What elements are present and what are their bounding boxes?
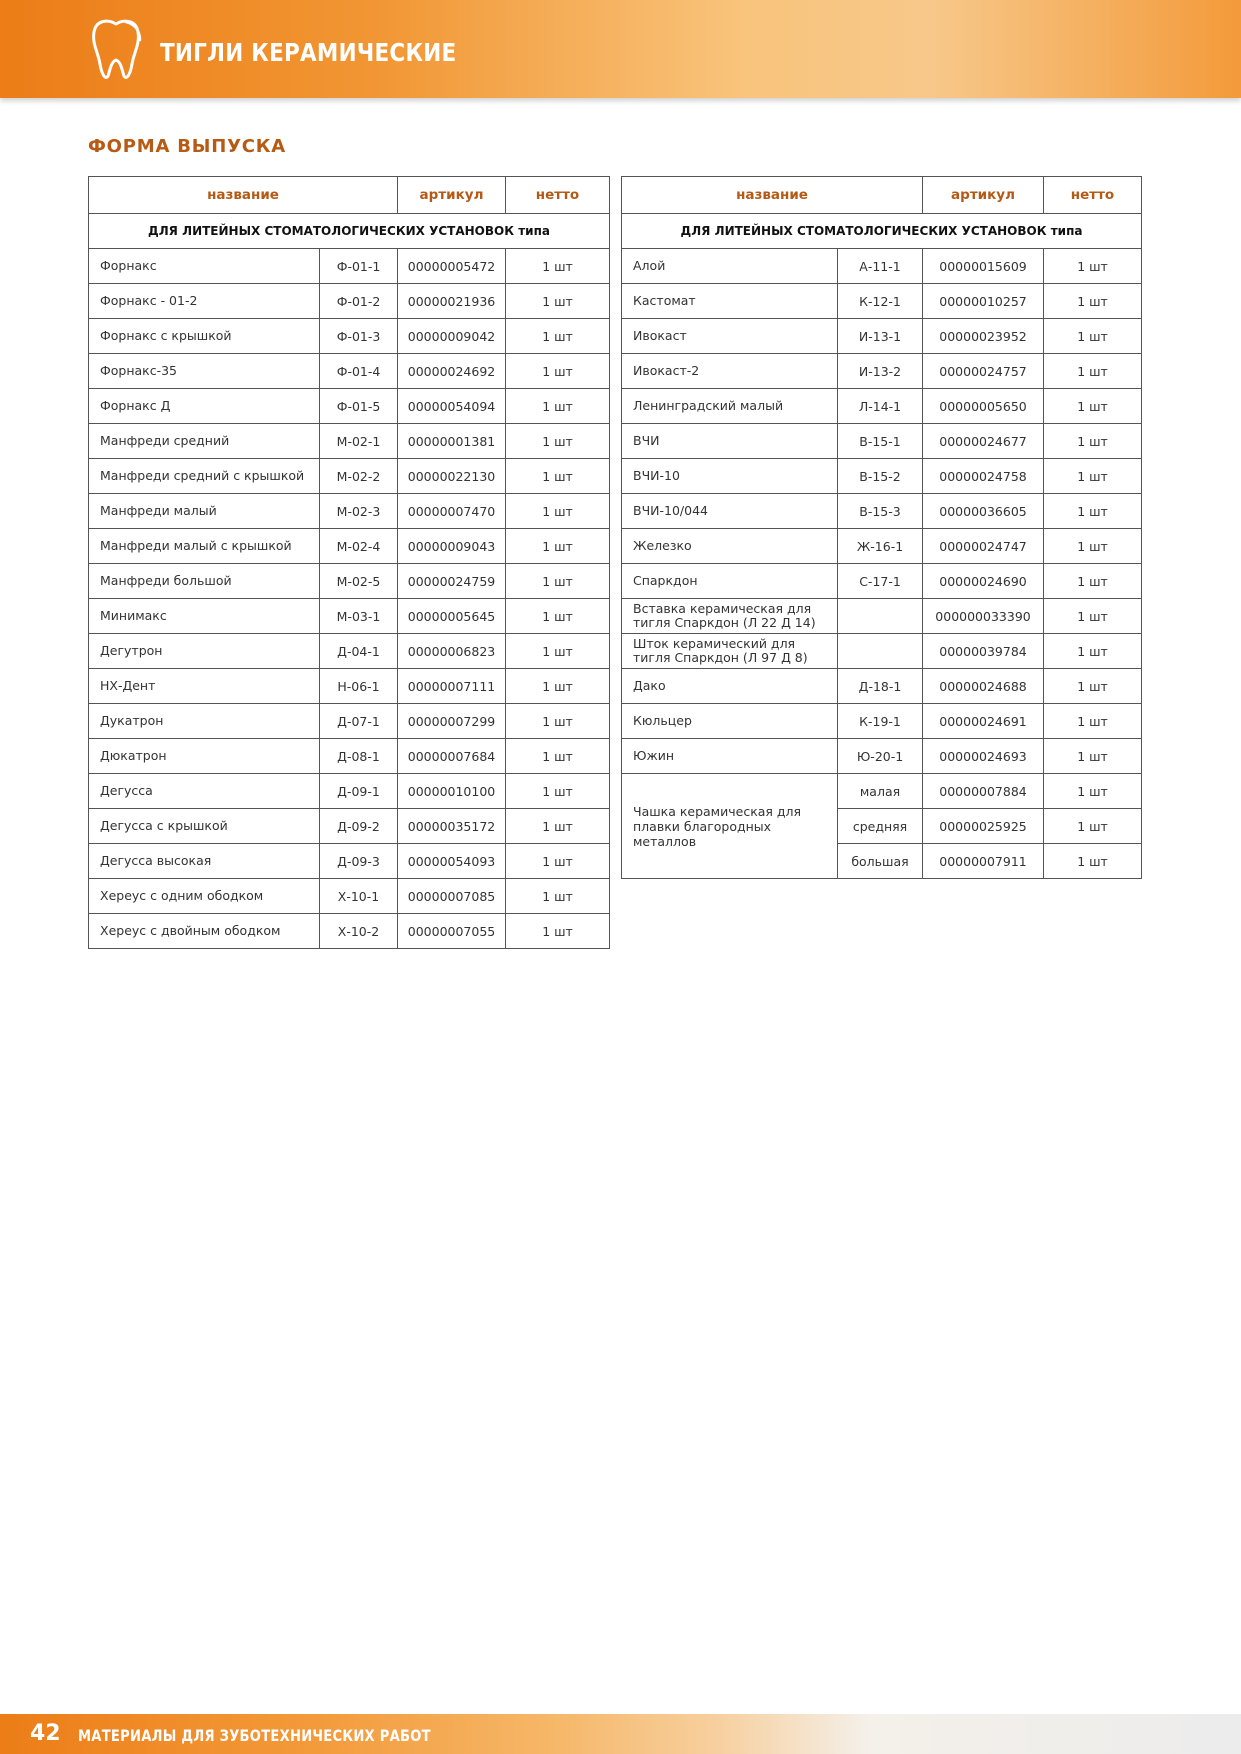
product-article: 00000024759 (398, 564, 506, 599)
table-row (89, 809, 610, 844)
product-name: Манфреди малый (89, 494, 320, 529)
table-header-row (89, 177, 610, 214)
product-article: 00000054094 (398, 389, 506, 424)
product-name: ВЧИ (622, 424, 838, 459)
product-size: большая (838, 844, 923, 879)
product-name: Дегусса высокая (89, 844, 320, 879)
table-row (622, 564, 1142, 599)
table-row (622, 424, 1142, 459)
product-name: Манфреди малый с крышкой (89, 529, 320, 564)
product-net: 1 шт (1044, 599, 1142, 634)
product-name: Железко (622, 529, 838, 564)
table-row (622, 249, 1142, 284)
product-net: 1 шт (506, 529, 610, 564)
product-net: 1 шт (1044, 494, 1142, 529)
group-label: ДЛЯ ЛИТЕЙНЫХ СТОМАТОЛОГИЧЕСКИХ УСТАНОВОК типа (89, 214, 610, 249)
product-code: М-02-3 (320, 494, 398, 529)
product-name: Форнакс с крышкой (89, 319, 320, 354)
product-code: Д-09-2 (320, 809, 398, 844)
product-name: ВЧИ-10 (622, 459, 838, 494)
table-row (89, 599, 610, 634)
product-code: Д-07-1 (320, 704, 398, 739)
table-row (89, 249, 610, 284)
table-header-row (622, 177, 1142, 214)
product-code: Х-10-1 (320, 879, 398, 914)
product-name: Кюльцер (622, 704, 838, 739)
product-article: 00000009042 (398, 319, 506, 354)
section-title: ФОРМА ВЫПУСКА (88, 136, 287, 157)
product-code: Д-09-3 (320, 844, 398, 879)
product-name: Хереус с двойным ободком (89, 914, 320, 949)
product-article: 00000024758 (923, 459, 1044, 494)
product-name: Алой (622, 249, 838, 284)
product-name: Шток керамический для тигля Спаркдон (Л 97 Д 8) (622, 634, 838, 669)
product-code: М-02-1 (320, 424, 398, 459)
product-article: 00000024693 (923, 739, 1044, 774)
product-name: Форнакс Д (89, 389, 320, 424)
table-row (622, 459, 1142, 494)
table-row (89, 354, 610, 389)
product-net: 1 шт (1044, 249, 1142, 284)
table-row (89, 739, 610, 774)
product-name: Ленинградский малый (622, 389, 838, 424)
product-net: 1 шт (506, 634, 610, 669)
product-code: К-19-1 (838, 704, 923, 739)
product-net: 1 шт (506, 284, 610, 319)
column-header-name: название (622, 177, 923, 214)
product-name: Ивокаст-2 (622, 354, 838, 389)
product-name: Минимакс (89, 599, 320, 634)
table-row (622, 634, 1142, 669)
tooth-icon (88, 16, 144, 84)
product-code: К-12-1 (838, 284, 923, 319)
table-row (89, 319, 610, 354)
product-code: Ф-01-5 (320, 389, 398, 424)
product-net: 1 шт (506, 669, 610, 704)
product-net: 1 шт (506, 319, 610, 354)
product-name: Манфреди средний (89, 424, 320, 459)
product-size: малая (838, 774, 923, 809)
group-label: ДЛЯ ЛИТЕЙНЫХ СТОМАТОЛОГИЧЕСКИХ УСТАНОВОК типа (622, 214, 1142, 249)
page-header-title: ТИГЛИ КЕРАМИЧЕСКИЕ (160, 38, 457, 67)
table-row (89, 494, 610, 529)
product-net: 1 шт (506, 249, 610, 284)
table-row (89, 704, 610, 739)
product-net: 1 шт (506, 459, 610, 494)
product-name: Ивокаст (622, 319, 838, 354)
product-code (838, 599, 923, 634)
table-row (622, 354, 1142, 389)
product-net: 1 шт (1044, 424, 1142, 459)
column-header-article: артикул (923, 177, 1044, 214)
product-code (838, 634, 923, 669)
column-header-article: артикул (398, 177, 506, 214)
header-banner (0, 0, 1241, 98)
product-name: Форнакс-35 (89, 354, 320, 389)
product-article: 00000022130 (398, 459, 506, 494)
table-row (622, 739, 1142, 774)
product-name: Хереус с одним ободком (89, 879, 320, 914)
product-net: 1 шт (1044, 634, 1142, 669)
product-code: Х-10-2 (320, 914, 398, 949)
product-net: 1 шт (1044, 739, 1142, 774)
column-header-net: нетто (506, 177, 610, 214)
product-net: 1 шт (506, 424, 610, 459)
group-row (89, 214, 610, 249)
product-size: средняя (838, 809, 923, 844)
product-code: Ф-01-1 (320, 249, 398, 284)
table-row (89, 774, 610, 809)
column-header-name: название (89, 177, 398, 214)
product-article: 00000023952 (923, 319, 1044, 354)
product-net: 1 шт (506, 809, 610, 844)
product-article: 00000035172 (398, 809, 506, 844)
product-article: 00000024757 (923, 354, 1044, 389)
product-table-left (88, 176, 610, 949)
product-code: Д-09-1 (320, 774, 398, 809)
product-net: 1 шт (506, 774, 610, 809)
product-article: 00000025925 (923, 809, 1044, 844)
product-net: 1 шт (506, 564, 610, 599)
product-code: М-02-2 (320, 459, 398, 494)
footer-title: МАТЕРИАЛЫ ДЛЯ ЗУБОТЕХНИЧЕСКИХ РАБОТ (78, 1726, 431, 1745)
table-row (89, 564, 610, 599)
product-name: Форнакс (89, 249, 320, 284)
table-row (622, 704, 1142, 739)
table-row (89, 459, 610, 494)
product-name: НХ-Дент (89, 669, 320, 704)
product-code: Н-06-1 (320, 669, 398, 704)
product-article: 00000005472 (398, 249, 506, 284)
product-name: Дегусса с крышкой (89, 809, 320, 844)
product-code: М-03-1 (320, 599, 398, 634)
product-code: А-11-1 (838, 249, 923, 284)
product-article: 00000007055 (398, 914, 506, 949)
product-code: Ю-20-1 (838, 739, 923, 774)
product-net: 1 шт (1044, 354, 1142, 389)
product-net: 1 шт (1044, 564, 1142, 599)
product-net: 1 шт (1044, 704, 1142, 739)
product-name: Дюкатрон (89, 739, 320, 774)
product-code: Л-14-1 (838, 389, 923, 424)
product-net: 1 шт (1044, 529, 1142, 564)
product-code: М-02-4 (320, 529, 398, 564)
product-article: 00000007085 (398, 879, 506, 914)
product-net: 1 шт (1044, 774, 1142, 809)
product-net: 1 шт (506, 354, 610, 389)
table-row (89, 529, 610, 564)
product-net: 1 шт (506, 704, 610, 739)
product-net: 1 шт (506, 494, 610, 529)
product-name: Манфреди средний с крышкой (89, 459, 320, 494)
page-number: 42 (30, 1721, 61, 1746)
product-article: 00000005645 (398, 599, 506, 634)
group-row (622, 214, 1142, 249)
product-net: 1 шт (1044, 844, 1142, 879)
product-name: Дако (622, 669, 838, 704)
table-row (89, 284, 610, 319)
product-article: 00000024691 (923, 704, 1044, 739)
product-code: В-15-3 (838, 494, 923, 529)
product-article: 00000009043 (398, 529, 506, 564)
table-row (89, 389, 610, 424)
table-row (622, 389, 1142, 424)
product-code: Д-04-1 (320, 634, 398, 669)
table-row (622, 669, 1142, 704)
product-code: М-02-5 (320, 564, 398, 599)
product-article: 00000054093 (398, 844, 506, 879)
product-article: 00000039784 (923, 634, 1044, 669)
product-code: С-17-1 (838, 564, 923, 599)
product-article: 00000007299 (398, 704, 506, 739)
product-net: 1 шт (506, 914, 610, 949)
product-article: 00000001381 (398, 424, 506, 459)
product-article: 00000024688 (923, 669, 1044, 704)
table-row (89, 914, 610, 949)
product-table-right (621, 176, 1142, 879)
product-article: 00000010257 (923, 284, 1044, 319)
footer-banner (0, 1714, 1241, 1754)
product-net: 1 шт (1044, 809, 1142, 844)
column-header-net: нетто (1044, 177, 1142, 214)
product-net: 1 шт (506, 389, 610, 424)
product-net: 1 шт (1044, 459, 1142, 494)
product-net: 1 шт (1044, 669, 1142, 704)
product-code: Ф-01-3 (320, 319, 398, 354)
product-code: Ф-01-4 (320, 354, 398, 389)
product-name: Форнакс - 01-2 (89, 284, 320, 319)
product-article: 00000024690 (923, 564, 1044, 599)
product-code: Ф-01-2 (320, 284, 398, 319)
table-row (89, 844, 610, 879)
product-article: 00000005650 (923, 389, 1044, 424)
product-article: 00000006823 (398, 634, 506, 669)
product-article: 00000007684 (398, 739, 506, 774)
product-name: Южин (622, 739, 838, 774)
product-net: 1 шт (506, 599, 610, 634)
product-article: 00000015609 (923, 249, 1044, 284)
table-row (89, 634, 610, 669)
product-net: 1 шт (506, 739, 610, 774)
product-article: 00000007884 (923, 774, 1044, 809)
product-code: В-15-1 (838, 424, 923, 459)
product-name: Чашка керамическая для плавки благородных металлов (622, 774, 838, 879)
product-article: 000000033390 (923, 599, 1044, 634)
product-code: В-15-2 (838, 459, 923, 494)
product-net: 1 шт (506, 879, 610, 914)
product-article: 00000007470 (398, 494, 506, 529)
table-row (89, 879, 610, 914)
product-article: 00000007911 (923, 844, 1044, 879)
product-code: Д-18-1 (838, 669, 923, 704)
product-article: 00000021936 (398, 284, 506, 319)
product-name: ВЧИ-10/044 (622, 494, 838, 529)
table-row (89, 669, 610, 704)
table-row (622, 774, 1142, 809)
product-code: Ж-16-1 (838, 529, 923, 564)
table-row (622, 599, 1142, 634)
product-article: 00000024747 (923, 529, 1044, 564)
product-code: И-13-2 (838, 354, 923, 389)
product-article: 00000036605 (923, 494, 1044, 529)
product-name: Вставка керамическая для тигля Спаркдон (Л 22 Д 14) (622, 599, 838, 634)
table-row (622, 319, 1142, 354)
product-code: Д-08-1 (320, 739, 398, 774)
product-article: 00000024692 (398, 354, 506, 389)
product-name: Дегусса (89, 774, 320, 809)
product-name: Кастомат (622, 284, 838, 319)
product-name: Спаркдон (622, 564, 838, 599)
table-row (622, 284, 1142, 319)
table-row (622, 529, 1142, 564)
product-article: 00000007111 (398, 669, 506, 704)
product-article: 00000024677 (923, 424, 1044, 459)
product-name: Дукатрон (89, 704, 320, 739)
product-net: 1 шт (506, 844, 610, 879)
product-net: 1 шт (1044, 284, 1142, 319)
product-net: 1 шт (1044, 319, 1142, 354)
product-article: 00000010100 (398, 774, 506, 809)
product-name: Дегутрон (89, 634, 320, 669)
product-net: 1 шт (1044, 389, 1142, 424)
product-code: И-13-1 (838, 319, 923, 354)
table-row (622, 494, 1142, 529)
product-name: Манфреди большой (89, 564, 320, 599)
table-row (89, 424, 610, 459)
